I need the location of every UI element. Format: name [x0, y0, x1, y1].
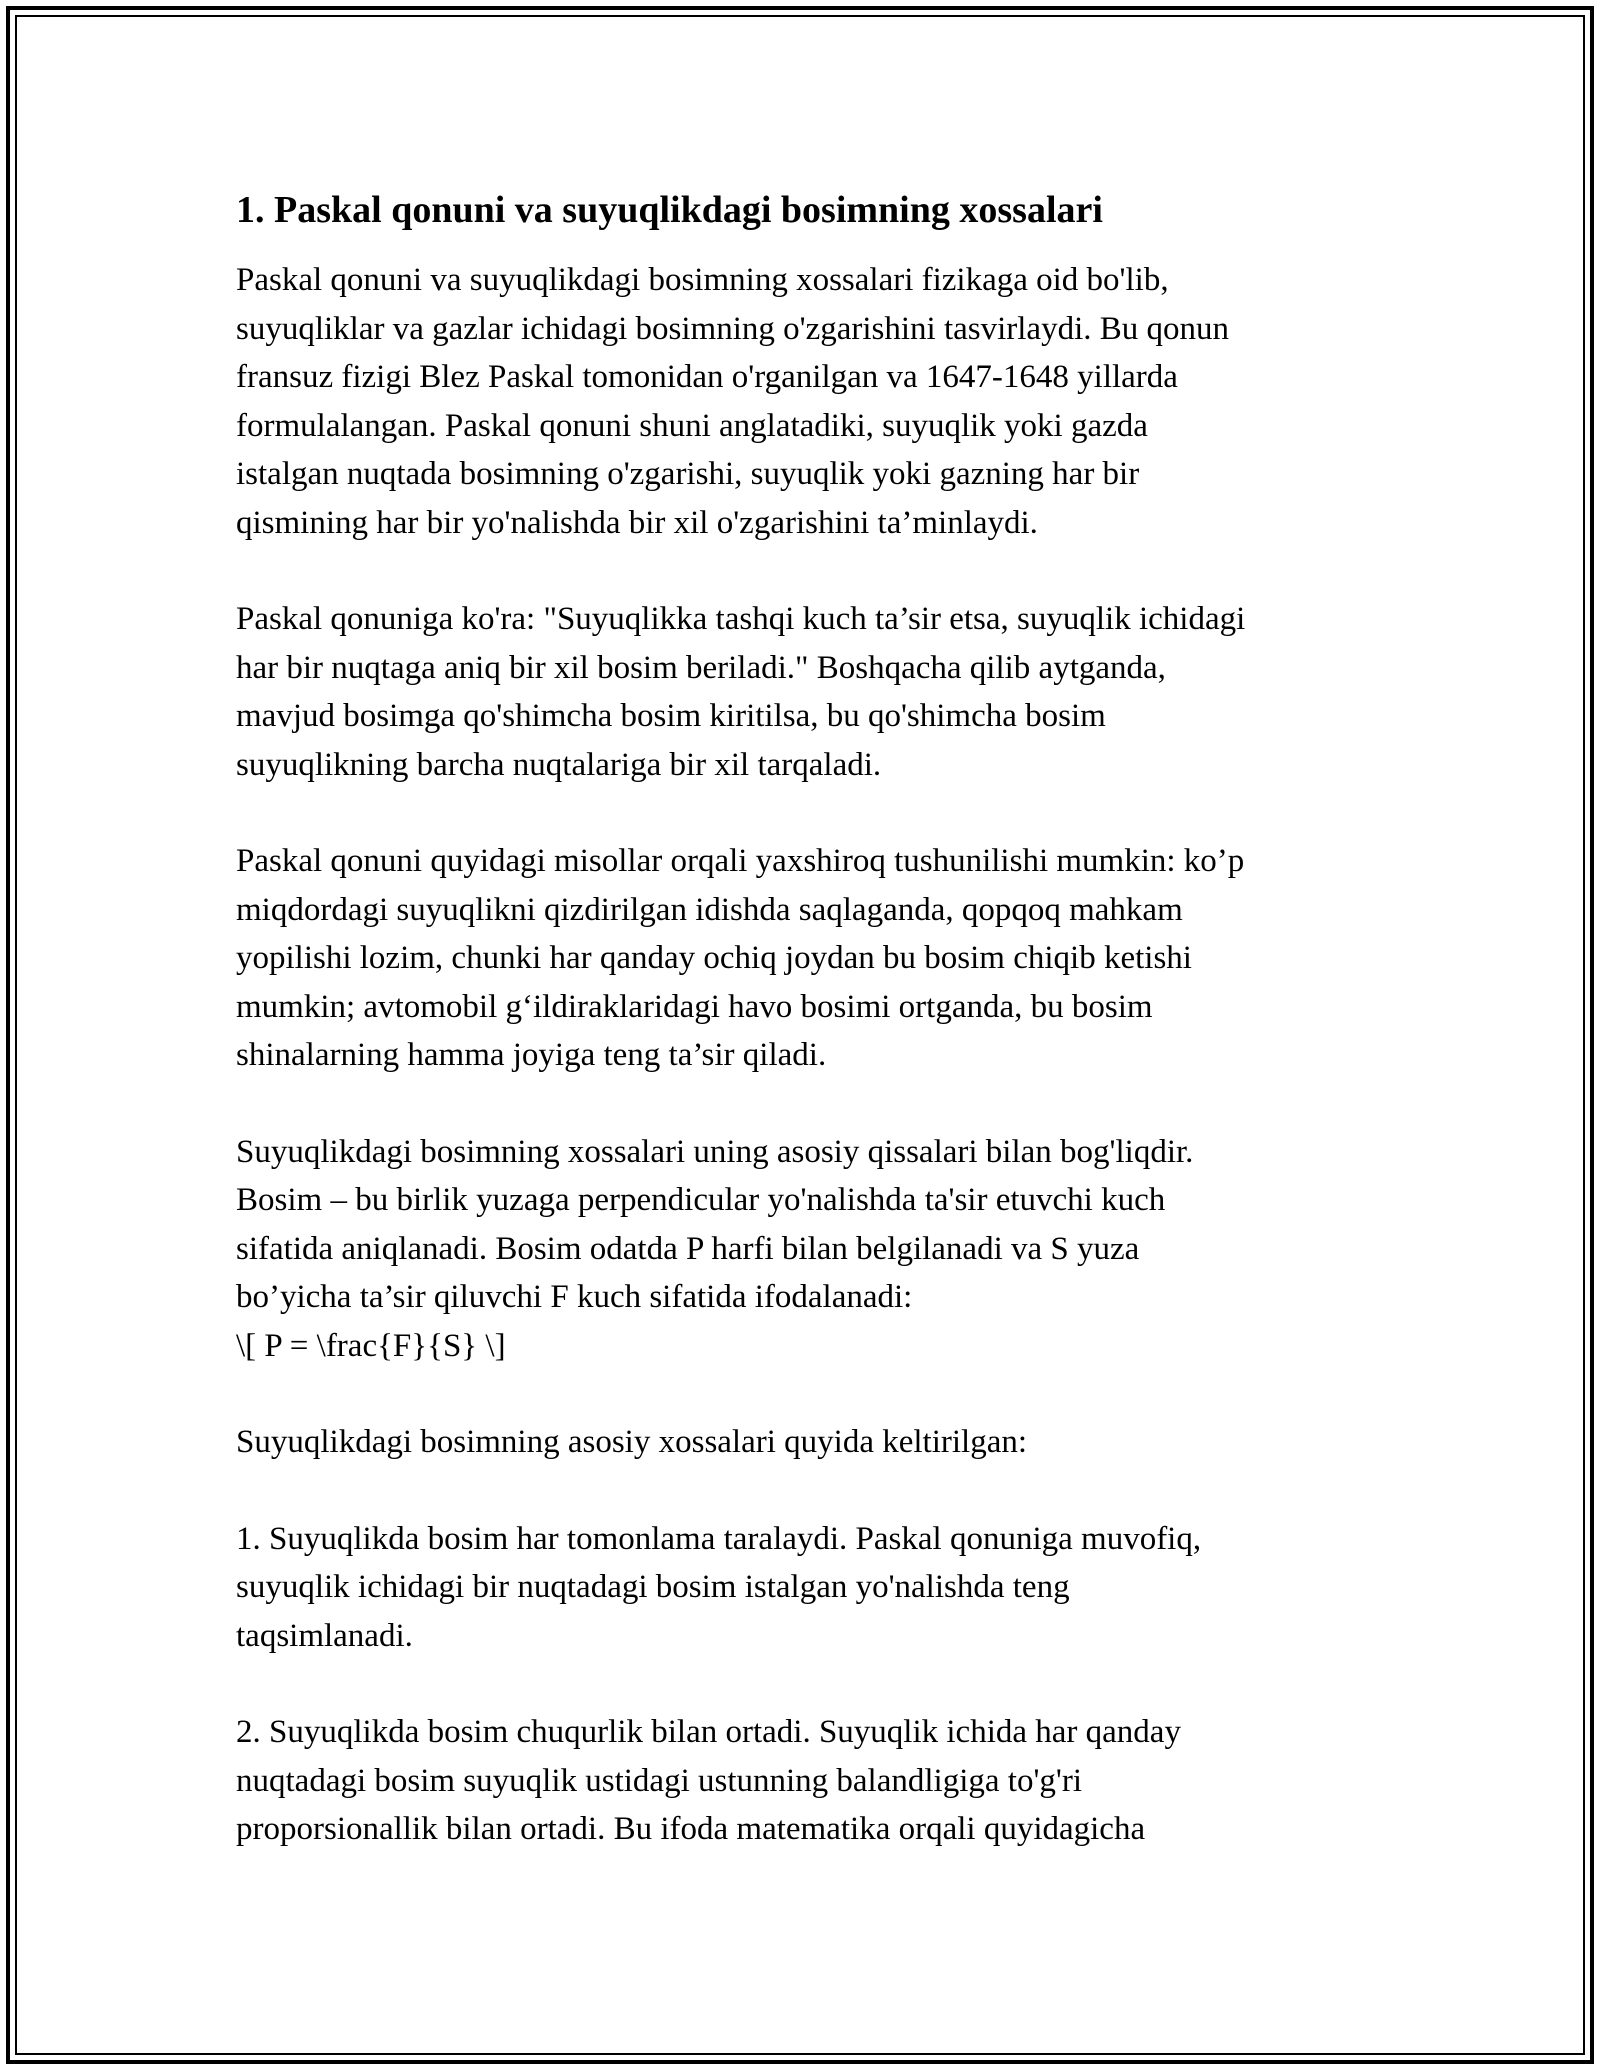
spacer — [236, 1660, 1386, 1708]
paragraph-intro: Paskal qonuni va suyuqlikdagi bosimning xossalari fizikaga oid bo'lib, suyuqliklar va gazlar ichidagi bosimning o'zgarishini tasvirlaydi. Bu qonun fransuz fizigi Blez Paskal tomonidan o'rganilgan va 1647-1648 yillarda formulalangan. Paskal qonuni shuni anglatadiki, suyuqlik yoki gazda istalgan nuqtada bosimning o'zgarishi, suyuqlik yoki gazning har bir qismining har bir yo'nalishda bir xil o'zgarishini ta’minlaydi. — [236, 262, 1230, 541]
spacer — [236, 1370, 1386, 1418]
spacer — [236, 235, 1386, 256]
spacer — [236, 789, 1386, 837]
paragraph-law-statement: Paskal qonuniga ko'ra: "Suyuqlikka tashqi kuch ta’sir etsa, suyuqlik ichidagi har bir nuqtaga aniq bir xil bosim beriladi." Boshqacha qilib aytganda, mavjud bosimga qo'shimcha bosim kiritilsa, bu qo'shimcha bosim suyuqlikning barcha nuqtalariga bir xil tarqaladi. — [236, 601, 1246, 783]
list-item-property-2: 2. Suyuqlikda bosim chuqurlik bilan ortadi. Suyuqlik ichida har qanday nuqtadagi bosim suyuqlik ustidagi ustunning balandligiga to'g'ri proporsionallik bilan ortadi. Bu ifoda matematika orqali quyidagicha — [236, 1714, 1181, 1848]
paragraph-examples: Paskal qonuni quyidagi misollar orqali yaxshiroq tushunilishi mumkin: ko’p miqdordagi suyuqlikni qizdirilgan idishda saqlaganda, qopqoq mahkam yopilishi lozim, chunki har qanday ochiq joydan bu bosim chiqib ketishi mumkin; avtomobil g‘ildiraklaridagi havo bosimi ortganda, bu bosim shinalarning hamma joyiga teng ta’sir qiladi. — [236, 843, 1245, 1074]
spacer — [236, 547, 1386, 595]
spacer — [236, 1467, 1386, 1515]
paragraph-properties-intro: Suyuqlikdagi bosimning asosiy xossalari quyida keltirilgan: — [236, 1424, 1028, 1461]
document-body — [236, 186, 1386, 1854]
document-title: 1. Paskal qonuni va suyuqlikdagi bosimning xossalari — [236, 189, 1103, 231]
paragraph-pressure-definition: Suyuqlikdagi bosimning xossalari uning asosiy qissalari bilan bog'liqdir. Bosim – bu birlik yuzaga perpendicular yo'nalishda ta'sir etuvchi kuch sifatida aniqlanadi. Bosim odatda P harfi bilan belgilanadi va S yuza bo’yicha ta’sir qiluvchi F kuch sifatida ifodalanadi: \[ P = \frac{F}{S} \] — [236, 1133, 1194, 1364]
list-item-property-1: 1. Suyuqlikda bosim har tomonlama taralaydi. Paskal qonuniga muvofiq, suyuqlik ichidagi bir nuqtadagi bosim istalgan yo'nalishda teng taqsimlanadi. — [236, 1520, 1202, 1654]
spacer — [236, 1080, 1386, 1128]
